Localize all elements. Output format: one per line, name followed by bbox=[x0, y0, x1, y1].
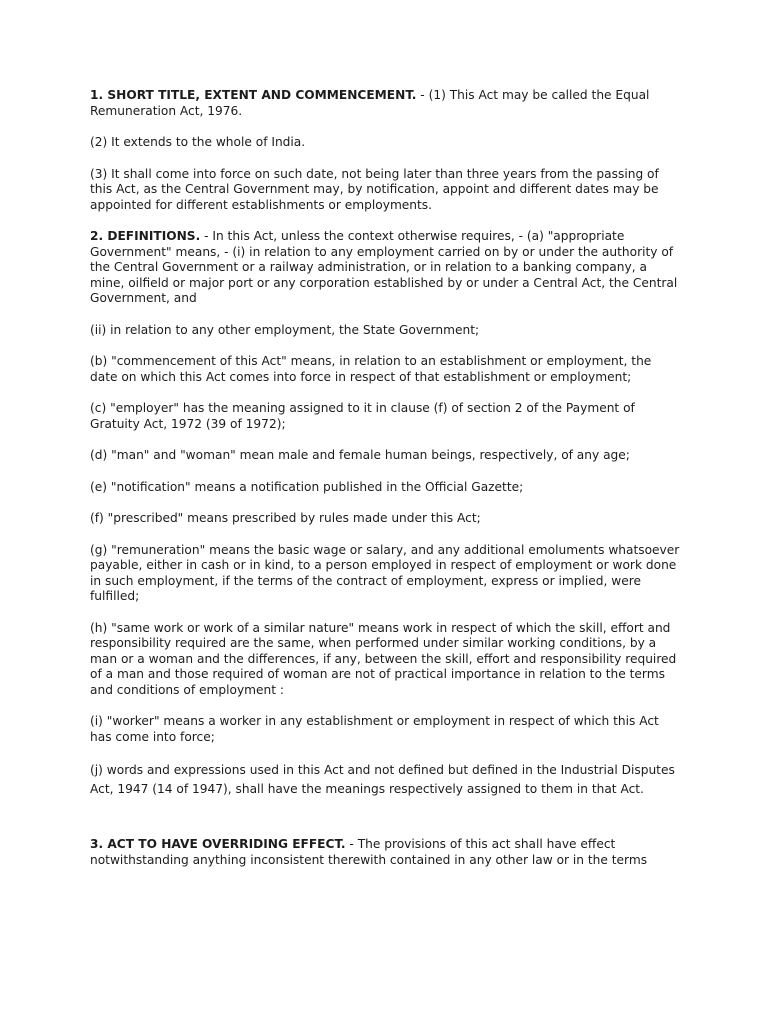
section-3-overriding-effect bbox=[90, 837, 680, 868]
section-heading: 3. ACT TO HAVE OVERRIDING EFFECT. bbox=[90, 837, 346, 851]
section-2-definitions bbox=[90, 229, 680, 307]
definition-a-ii: (ii) in relation to any other employment, the State Government; bbox=[90, 322, 480, 337]
definition-i: (i) "worker" means a worker in any establishment or employment in respect of which this Act has come into force; bbox=[90, 714, 659, 744]
section-1-commencement: (3) It shall come into force on such date, not being later than three years from the passing of this Act, as the Central Government may, by notification, appoint and different dates may be appointed for different establishments or employments. bbox=[90, 166, 659, 212]
definition-g: (g) "remuneration" means the basic wage or salary, and any additional emoluments whatsoever payable, either in cash or in kind, to a person employed in respect of employment or work done in such employment, if the terms of the contract of employment, express or implied, were fulfilled; bbox=[90, 542, 680, 603]
section-text: - The provisions of this act shall have effect notwithstanding anything inconsistent therewith contained in any other law or in the terms bbox=[90, 837, 648, 867]
definition-j: (j) words and expressions used in this Act and not defined but defined in the Industrial Disputes Act, 1947 (14 of 1947), shall have the meanings respectively assigned to them in that Act. bbox=[90, 763, 675, 796]
definition-h: (h) "same work or work of a similar nature" means work in respect of which the skill, effort and responsibility required are the same, when performed under similar working conditions, by a man or a woman and the differences, if any, between the skill, effort and responsibility required of a man and those required of woman are not of practical importance in relation to the terms and conditions of employment : bbox=[90, 620, 677, 697]
section-1-short-title bbox=[90, 88, 680, 119]
definition-d: (d) "man" and "woman" mean male and female human beings, respectively, of any age; bbox=[90, 448, 630, 462]
definition-f: (f) "prescribed" means prescribed by rules made under this Act; bbox=[90, 511, 481, 525]
section-1-extent: (2) It extends to the whole of India. bbox=[90, 135, 306, 149]
section-text: - (1) This Act may be called the Equal Remuneration Act, 1976. bbox=[90, 88, 650, 118]
document-body bbox=[90, 88, 680, 884]
definition-e: (e) "notification" means a notification published in the Official Gazette; bbox=[90, 479, 524, 494]
definition-b: (b) "commencement of this Act" means, in relation to an establishment or employment, the date on which this Act comes into force in respect of that establishment or employment; bbox=[90, 354, 652, 384]
section-text: - In this Act, unless the context otherwise requires, - (a) "appropriate Government" means, - (i) in relation to any employment carried on by or under the authority of the Central Government or a railway administration, or in relation to a banking company, a mine, oilfield or major port or any corporation established by or under a Central Act, the Central Government, and bbox=[90, 229, 678, 305]
section-heading: 1. SHORT TITLE, EXTENT AND COMMENCEMENT. bbox=[90, 88, 417, 102]
definition-c: (c) "employer" has the meaning assigned to it in clause (f) of section 2 of the Payment of Gratuity Act, 1972 (39 of 1972); bbox=[90, 401, 635, 431]
section-heading: 2. DEFINITIONS. bbox=[90, 229, 201, 243]
